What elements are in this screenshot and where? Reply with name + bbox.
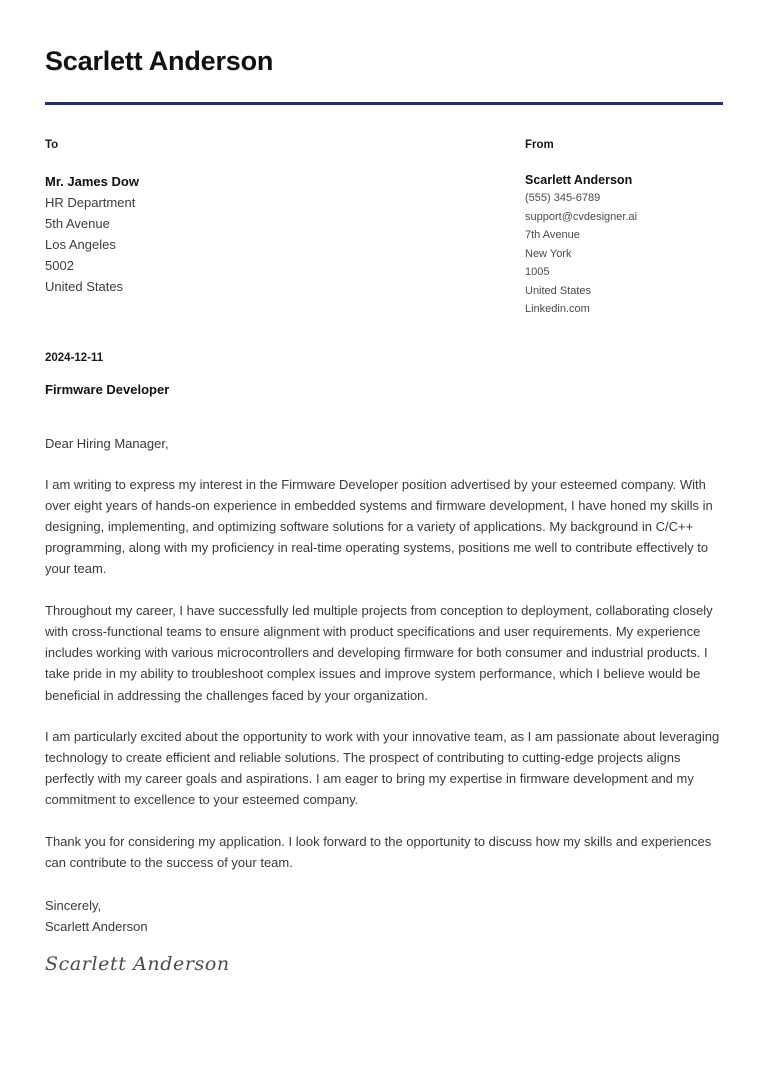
salutation: Dear Hiring Manager, bbox=[45, 435, 169, 451]
sender-phone: (555) 345-6789 bbox=[525, 192, 601, 205]
closing-salutation: Sincerely, bbox=[45, 897, 102, 913]
page-title: Scarlett Anderson bbox=[45, 46, 274, 76]
recipient-name: Mr. James Dow bbox=[45, 173, 139, 189]
letter-body bbox=[45, 433, 723, 873]
sender-line: 1005 bbox=[525, 266, 550, 279]
recipient-label: To bbox=[45, 139, 59, 152]
sender-line: New York bbox=[525, 247, 572, 260]
letter-meta bbox=[45, 351, 723, 399]
sender-website: Linkedin.com bbox=[525, 303, 590, 316]
recipient-line: HR Department bbox=[45, 194, 136, 210]
letter-header bbox=[45, 0, 723, 105]
sender-label: From bbox=[525, 139, 554, 152]
signature: Scarlett Anderson bbox=[45, 952, 230, 975]
letter-subject: Firmware Developer bbox=[45, 381, 170, 397]
sender-email: support@cvdesigner.ai bbox=[525, 210, 638, 223]
recipient-line: United States bbox=[45, 278, 124, 294]
sender-line: United States bbox=[525, 284, 592, 297]
sender-name: Scarlett Anderson bbox=[525, 172, 633, 187]
header-divider-rule bbox=[45, 102, 723, 105]
body-paragraph: Throughout my career, I have successfully led multiple projects from conception to deployment, collaborating closely with cross-functional teams to ensure alignment with product specifications and user requirements. My experience includes working with various microcontrollers and developing firmware for both consumer and industrial products. I take pride in my ability to troubleshoot complex issues and improve system performance, which I believe would be beneficial in addressing the challenges faced by your organization. bbox=[45, 602, 713, 703]
sender-line: 7th Avenue bbox=[525, 229, 580, 242]
letter-date: 2024-12-11 bbox=[45, 351, 104, 364]
body-paragraph: Thank you for considering my application. I look forward to the opportunity to discuss how my skills and experiences can contribute to the success of your team. bbox=[45, 833, 712, 870]
recipient-line: 5th Avenue bbox=[45, 215, 110, 231]
body-paragraph: I am particularly excited about the opportunity to work with your innovative team, as I am passionate about leveraging technology to create efficient and reliable solutions. The prospect of contributing to cutting-edge projects aligns perfectly with my career goals and aspirations. I am eager to bring my expertise in firmware development and my commitment to excellence to your esteemed company. bbox=[45, 728, 720, 808]
closing-name: Scarlett Anderson bbox=[45, 918, 148, 934]
sender-column bbox=[525, 139, 723, 319]
body-paragraph: I am writing to express my interest in the Firmware Developer position advertised by your esteemed company. With over eight years of hands-on experience in embedded systems and firmware development, I have honed my skills in designing, implementing, and optimizing software solutions for a variety of applications. My background in C/C++ programming, along with my proficiency in real-time operating systems, positions me well to contribute effectively to your team. bbox=[45, 476, 713, 577]
closing-block bbox=[45, 895, 723, 976]
recipient-line: 5002 bbox=[45, 257, 74, 273]
recipient-column bbox=[45, 139, 525, 319]
address-block bbox=[45, 139, 723, 319]
recipient-line: Los Angeles bbox=[45, 236, 116, 252]
